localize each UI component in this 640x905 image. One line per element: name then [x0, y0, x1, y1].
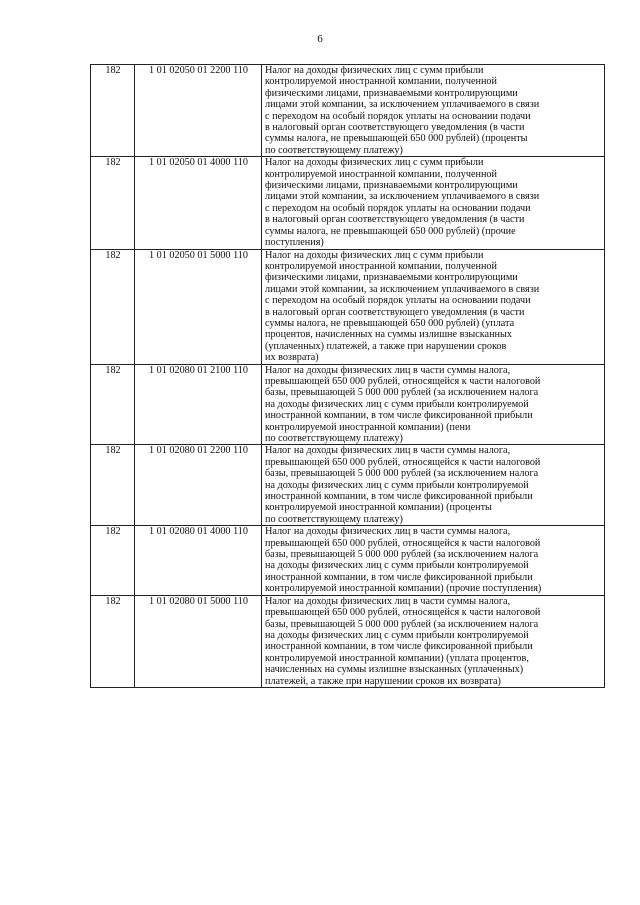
description-line: в налоговый орган соответствующего уведомления (в части	[265, 122, 525, 134]
description-line: поступления)	[265, 237, 324, 249]
admin-code-cell: 182	[91, 595, 135, 687]
description-line: по соответствующему платежу)	[265, 144, 403, 156]
description-line: контролируемой иностранной компании) (уплата процентов,	[265, 652, 529, 664]
description-line: Налог на доходы физических лиц в части суммы налога,	[265, 445, 511, 457]
description-line: превышающей 650 000 рублей, относящейся к части налоговой	[265, 607, 541, 619]
description-line: с переходом на особый порядок уплаты на основании подачи	[265, 110, 531, 122]
description-line: с переходом на особый порядок уплаты на основании подачи	[265, 202, 531, 214]
description-line: физическими лицами, признаваемыми контролирующими	[265, 272, 518, 284]
admin-code-cell: 182	[91, 364, 135, 445]
classification-code-cell: 1 01 02080 01 2200 110	[135, 445, 262, 526]
description-line: иностранной компании, в том числе фиксированной прибыли	[265, 641, 533, 653]
income-description-cell	[262, 364, 605, 445]
description-line: Налог на доходы физических лиц с сумм прибыли	[265, 249, 484, 261]
admin-code-cell: 182	[91, 526, 135, 595]
description-line: в налоговый орган соответствующего уведомления (в части	[265, 306, 525, 318]
budget-classification-table	[90, 64, 605, 688]
description-line: лицами этой компании, за исключением уплачиваемого в связи	[265, 283, 540, 295]
description-line: начисленных на суммы излишне взысканных (уплаченных)	[265, 664, 524, 676]
description-line: Налог на доходы физических лиц в части суммы налога,	[265, 364, 511, 376]
description-line: контролируемой иностранной компании) (пени	[265, 421, 471, 433]
income-description-cell	[262, 65, 605, 157]
description-line: по соответствующему платежу)	[265, 433, 403, 444]
income-description-cell	[262, 249, 605, 364]
description-line: процентов, начисленных на суммы излишне взысканных	[265, 329, 512, 341]
description-line: их возврата)	[265, 352, 319, 364]
description-line: превышающей 650 000 рублей, относящейся к части налоговой	[265, 537, 541, 549]
description-line: контролируемой иностранной компании, полученной	[265, 260, 497, 272]
description-line: Налог на доходы физических лиц с сумм прибыли	[265, 65, 484, 76]
description-line: базы, превышающей 5 000 000 рублей (за исключением налога	[265, 549, 539, 561]
description-line: на доходы физических лиц с сумм прибыли контролируемой	[265, 398, 529, 410]
admin-code-cell: 182	[91, 445, 135, 526]
description-line: базы, превышающей 5 000 000 рублей (за исключением налога	[265, 387, 539, 399]
classification-code-cell: 1 01 02080 01 2100 110	[135, 364, 262, 445]
description-line: иностранной компании, в том числе фиксированной прибыли	[265, 491, 533, 503]
table-row	[91, 595, 605, 687]
table-row	[91, 526, 605, 595]
description-line: контролируемой иностранной компании, полученной	[265, 168, 497, 180]
description-line: контролируемой иностранной компании, полученной	[265, 76, 497, 88]
description-line: на доходы физических лиц с сумм прибыли контролируемой	[265, 560, 529, 572]
description-line: Налог на доходы физических лиц в части суммы налога,	[265, 526, 511, 538]
description-line: платежей, а также при нарушении сроков их возврата)	[265, 675, 501, 687]
description-line: превышающей 650 000 рублей, относящейся к части налоговой	[265, 375, 541, 387]
admin-code-cell: 182	[91, 249, 135, 364]
classification-code-cell: 1 01 02080 01 4000 110	[135, 526, 262, 595]
description-line: лицами этой компании, за исключением уплачиваемого в связи	[265, 191, 540, 203]
description-line: превышающей 650 000 рублей, относящейся к части налоговой	[265, 456, 541, 468]
admin-code-cell: 182	[91, 157, 135, 249]
table-row	[91, 65, 605, 157]
income-description-cell	[262, 157, 605, 249]
classification-code-cell: 1 01 02050 01 4000 110	[135, 157, 262, 249]
classification-code-cell: 1 01 02050 01 2200 110	[135, 65, 262, 157]
description-line: с переходом на особый порядок уплаты на основании подачи	[265, 295, 531, 307]
description-line: на доходы физических лиц с сумм прибыли контролируемой	[265, 479, 529, 491]
description-line: по соответствующему платежу)	[265, 513, 403, 525]
admin-code-cell: 182	[91, 65, 135, 157]
description-line: (уплаченных) платежей, а также при нарушении сроков	[265, 340, 507, 352]
description-line: базы, превышающей 5 000 000 рублей (за исключением налога	[265, 468, 539, 480]
description-line: на доходы физических лиц с сумм прибыли контролируемой	[265, 629, 529, 641]
table-row	[91, 364, 605, 445]
description-line: физическими лицами, признаваемыми контролирующими	[265, 180, 518, 192]
description-line: лицами этой компании, за исключением уплачиваемого в связи	[265, 99, 540, 111]
table-row	[91, 249, 605, 364]
description-line: контролируемой иностранной компании) (прочие поступления)	[265, 583, 542, 595]
description-line: суммы налога, не превышающей 650 000 рублей) (уплата	[265, 317, 515, 329]
classification-code-cell: 1 01 02050 01 5000 110	[135, 249, 262, 364]
description-line: контролируемой иностранной компании) (проценты	[265, 502, 492, 514]
description-line: иностранной компании, в том числе фиксированной прибыли	[265, 410, 533, 422]
description-line: физическими лицами, признаваемыми контролирующими	[265, 87, 518, 99]
income-description-cell	[262, 445, 605, 526]
income-description-cell	[262, 595, 605, 687]
description-line: иностранной компании, в том числе фиксированной прибыли	[265, 571, 533, 583]
table-body	[91, 65, 605, 688]
description-line: Налог на доходы физических лиц в части суммы налога,	[265, 595, 511, 607]
table-row	[91, 157, 605, 249]
description-line: Налог на доходы физических лиц с сумм прибыли	[265, 157, 484, 169]
page-number: 6	[317, 33, 323, 45]
description-line: суммы налога, не превышающей 650 000 рублей) (проценты	[265, 133, 528, 145]
table-row	[91, 445, 605, 526]
description-line: базы, превышающей 5 000 000 рублей (за исключением налога	[265, 618, 539, 630]
description-line: суммы налога, не превышающей 650 000 рублей) (прочие	[265, 225, 516, 237]
description-line: в налоговый орган соответствующего уведомления (в части	[265, 214, 525, 226]
income-description-cell	[262, 526, 605, 595]
classification-code-cell: 1 01 02080 01 5000 110	[135, 595, 262, 687]
